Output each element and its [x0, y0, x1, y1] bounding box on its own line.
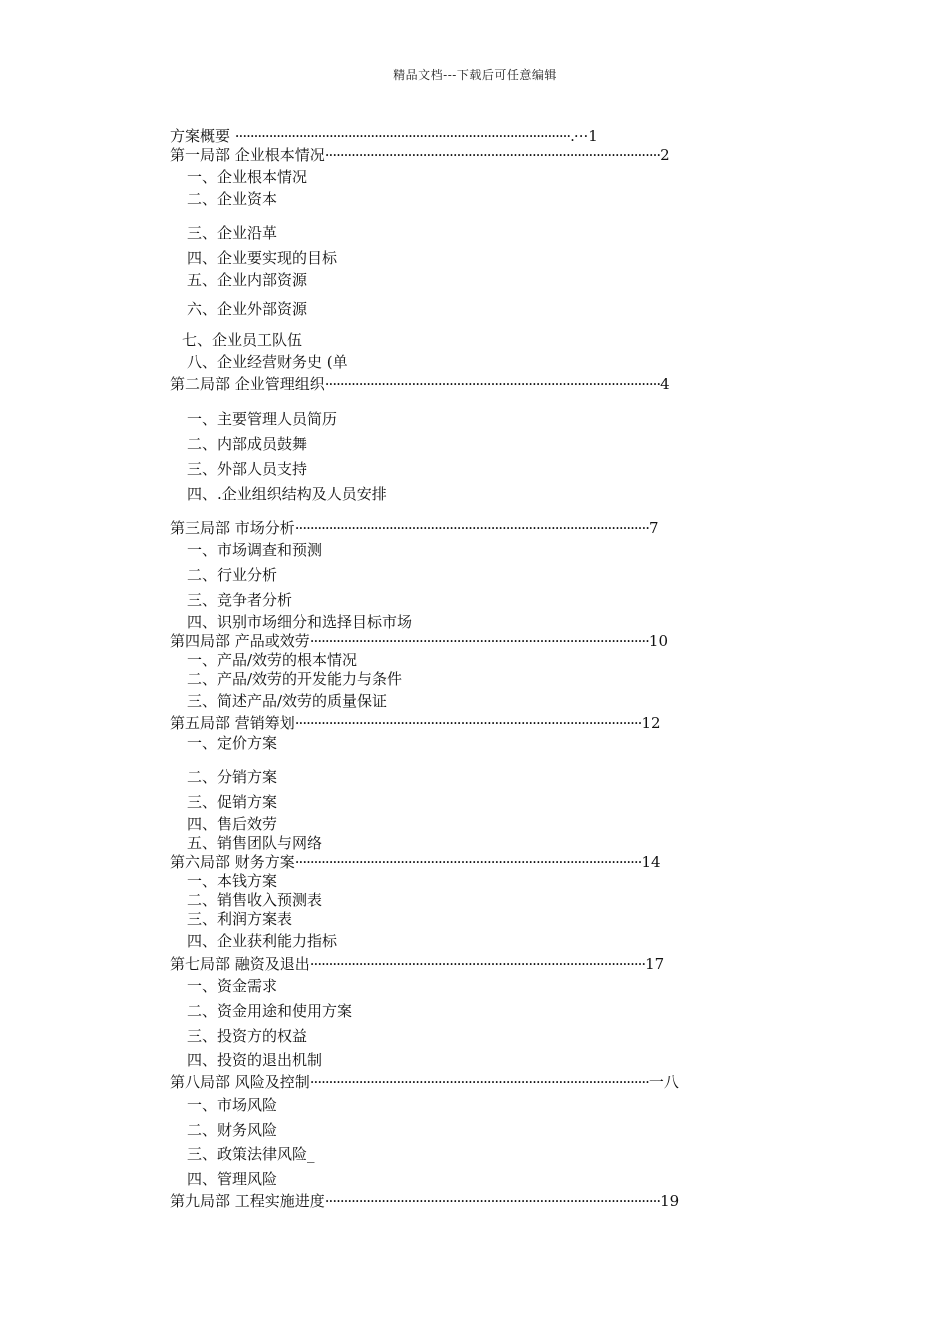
toc-entry-title: 第一局部 企业根本情况 — [170, 146, 325, 164]
toc-chapter-entry — [170, 146, 670, 164]
toc-page-number: 19 — [660, 1192, 680, 1210]
toc-dot-leader: ·························································································· — [309, 1073, 649, 1091]
toc-section-entry — [187, 932, 337, 950]
toc-section-entry — [187, 541, 322, 559]
toc-section-entry — [187, 353, 348, 371]
toc-entry-title: 第八局部 风险及控制 — [170, 1073, 310, 1091]
toc-chapter-entry — [170, 375, 670, 393]
toc-entry-title: 二、产品/效劳的开发能力与条件 — [187, 670, 403, 688]
toc-section-entry — [187, 613, 412, 631]
toc-chapter-entry — [170, 632, 668, 650]
toc-entry-title: 一、市场风险 — [187, 1096, 278, 1114]
toc-entry-title: 二、分销方案 — [187, 768, 278, 786]
toc-section-entry — [187, 768, 277, 786]
toc-entry-title: 方案概要 — [170, 127, 235, 145]
toc-section-entry — [187, 249, 337, 267]
toc-chapter-entry — [170, 853, 661, 871]
toc-section-entry — [187, 1002, 352, 1020]
toc-chapter-entry — [170, 519, 659, 537]
toc-entry-title: 第七局部 融资及退出 — [170, 955, 310, 973]
toc-section-entry — [187, 834, 322, 852]
toc-section-entry — [187, 891, 322, 909]
toc-entry-title: 三、简述产品/效劳的质量保证 — [187, 692, 388, 710]
toc-chapter-entry — [170, 955, 664, 973]
toc-entry-title: 第九局部 工程实施进度 — [170, 1192, 325, 1210]
toc-section-entry — [187, 977, 277, 995]
toc-section-entry — [187, 815, 277, 833]
toc-entry-title: 四、识别市场细分和选择目标市场 — [187, 613, 413, 631]
toc-entry-title: 三、政策法律风险_ — [187, 1145, 315, 1163]
toc-entry-title: 四、管理风险 — [187, 1170, 278, 1188]
toc-dot-leader: ························································································· — [309, 955, 646, 973]
toc-page-number: 7 — [648, 519, 659, 537]
toc-section-entry — [187, 872, 277, 890]
toc-entry-title: 四、企业要实现的目标 — [187, 249, 338, 267]
toc-entry-title: 四、企业获利能力指标 — [187, 932, 338, 950]
toc-dot-leader: ···························································································· — [294, 714, 642, 732]
toc-chapter-entry — [170, 714, 661, 732]
toc-section-entry — [187, 1096, 277, 1114]
toc-section-entry — [187, 566, 277, 584]
toc-section-entry — [187, 410, 337, 428]
toc-entry-title: 二、资金用途和使用方案 — [187, 1002, 353, 1020]
toc-section-entry — [187, 224, 277, 242]
toc-section-entry — [187, 1027, 307, 1045]
toc-entry-title: 一、市场调查和预测 — [187, 541, 323, 559]
toc-section-entry — [187, 435, 307, 453]
toc-chapter-entry — [170, 1192, 679, 1210]
toc-page-number: 2 — [660, 146, 670, 164]
toc-section-entry — [187, 591, 292, 609]
toc-section-entry — [182, 331, 302, 349]
toc-entry-title: 五、企业内部资源 — [187, 271, 308, 289]
toc-entry-title: 一、本钱方案 — [187, 872, 278, 890]
toc-page-number: 17 — [645, 955, 665, 973]
toc-dot-leader: ······························································································ — [294, 519, 649, 537]
toc-entry-title: 三、外部人员支持 — [187, 460, 308, 478]
toc-entry-title: 一、主要管理人员简历 — [187, 410, 338, 428]
toc-section-entry — [187, 460, 307, 478]
toc-dot-leader: ························································································· — [324, 146, 661, 164]
toc-section-entry — [187, 300, 307, 318]
toc-entry-title: 四、.企业组织结构及人员安排 — [187, 485, 387, 503]
toc-entry-title: 第五局部 营销筹划 — [170, 714, 295, 732]
toc-entry-title: 一、资金需求 — [187, 977, 278, 995]
toc-chapter-entry — [170, 1073, 679, 1091]
toc-entry-title: 第二局部 企业管理组织 — [170, 375, 325, 393]
toc-section-entry — [187, 271, 307, 289]
toc-dot-leader: ···························································································· — [294, 853, 642, 871]
toc-page-number: ···1 — [573, 127, 598, 145]
toc-entry-title: 一、企业根本情况 — [187, 168, 308, 186]
toc-entry-title: 七、企业员工队伍 — [182, 331, 303, 349]
toc-section-entry — [187, 168, 307, 186]
toc-entry-title: 四、投资的退出机制 — [187, 1051, 323, 1069]
toc-entry-title: 二、企业资本 — [187, 190, 278, 208]
toc-section-entry — [187, 1170, 277, 1188]
toc-entry-title: 二、行业分析 — [187, 566, 278, 584]
toc-entry-title: 八、企业经营财务史 (单 — [187, 353, 348, 371]
toc-section-entry — [187, 1145, 315, 1163]
toc-entry-title: 第三局部 市场分析 — [170, 519, 295, 537]
toc-section-entry — [187, 910, 292, 928]
toc-dot-leader: ························································································· — [324, 1192, 661, 1210]
toc-chapter-entry — [170, 127, 598, 145]
toc-entry-title: 第四局部 产品或效劳 — [170, 632, 310, 650]
toc-entry-title: 三、利润方案表 — [187, 910, 293, 928]
toc-entry-title: 第六局部 财务方案 — [170, 853, 295, 871]
toc-section-entry — [187, 1121, 277, 1139]
toc-dot-leader: ························································································· — [324, 375, 661, 393]
toc-entry-title: 三、企业沿革 — [187, 224, 278, 242]
toc-entry-title: 三、投资方的权益 — [187, 1027, 308, 1045]
toc-entry-title: 一、产品/效劳的根本情况 — [187, 651, 358, 669]
toc-page-number: 14 — [641, 853, 661, 871]
toc-section-entry — [187, 1051, 322, 1069]
toc-entry-title: 三、竞争者分析 — [187, 591, 293, 609]
toc-entry-title: 二、销售收入预测表 — [187, 891, 323, 909]
toc-page-number: 12 — [641, 714, 661, 732]
toc-entry-title: 二、内部成员鼓舞 — [187, 435, 308, 453]
toc-entry-title: 一、定价方案 — [187, 734, 278, 752]
toc-entry-title: 二、财务风险 — [187, 1121, 278, 1139]
toc-entry-title: 五、销售团队与网络 — [187, 834, 323, 852]
toc-section-entry — [187, 734, 277, 752]
toc-section-entry — [187, 692, 387, 710]
toc-section-entry — [187, 670, 402, 688]
toc-dot-leader: ·························································································· — [309, 632, 649, 650]
toc-entry-title: 六、企业外部资源 — [187, 300, 308, 318]
toc-section-entry — [187, 651, 357, 669]
toc-section-entry — [187, 190, 277, 208]
toc-page-number: 一八 — [648, 1073, 679, 1091]
toc-entry-title: 三、促销方案 — [187, 793, 278, 811]
toc-section-entry — [187, 485, 387, 503]
toc-entry-title: 四、售后效劳 — [187, 815, 278, 833]
toc-page-number: 10 — [648, 632, 669, 650]
toc-dot-leader: ·························································································. — [234, 127, 574, 145]
page-header: 精品文档---下载后可任意编辑 — [393, 68, 557, 82]
toc-section-entry — [187, 793, 277, 811]
toc-page-number: 4 — [660, 375, 670, 393]
